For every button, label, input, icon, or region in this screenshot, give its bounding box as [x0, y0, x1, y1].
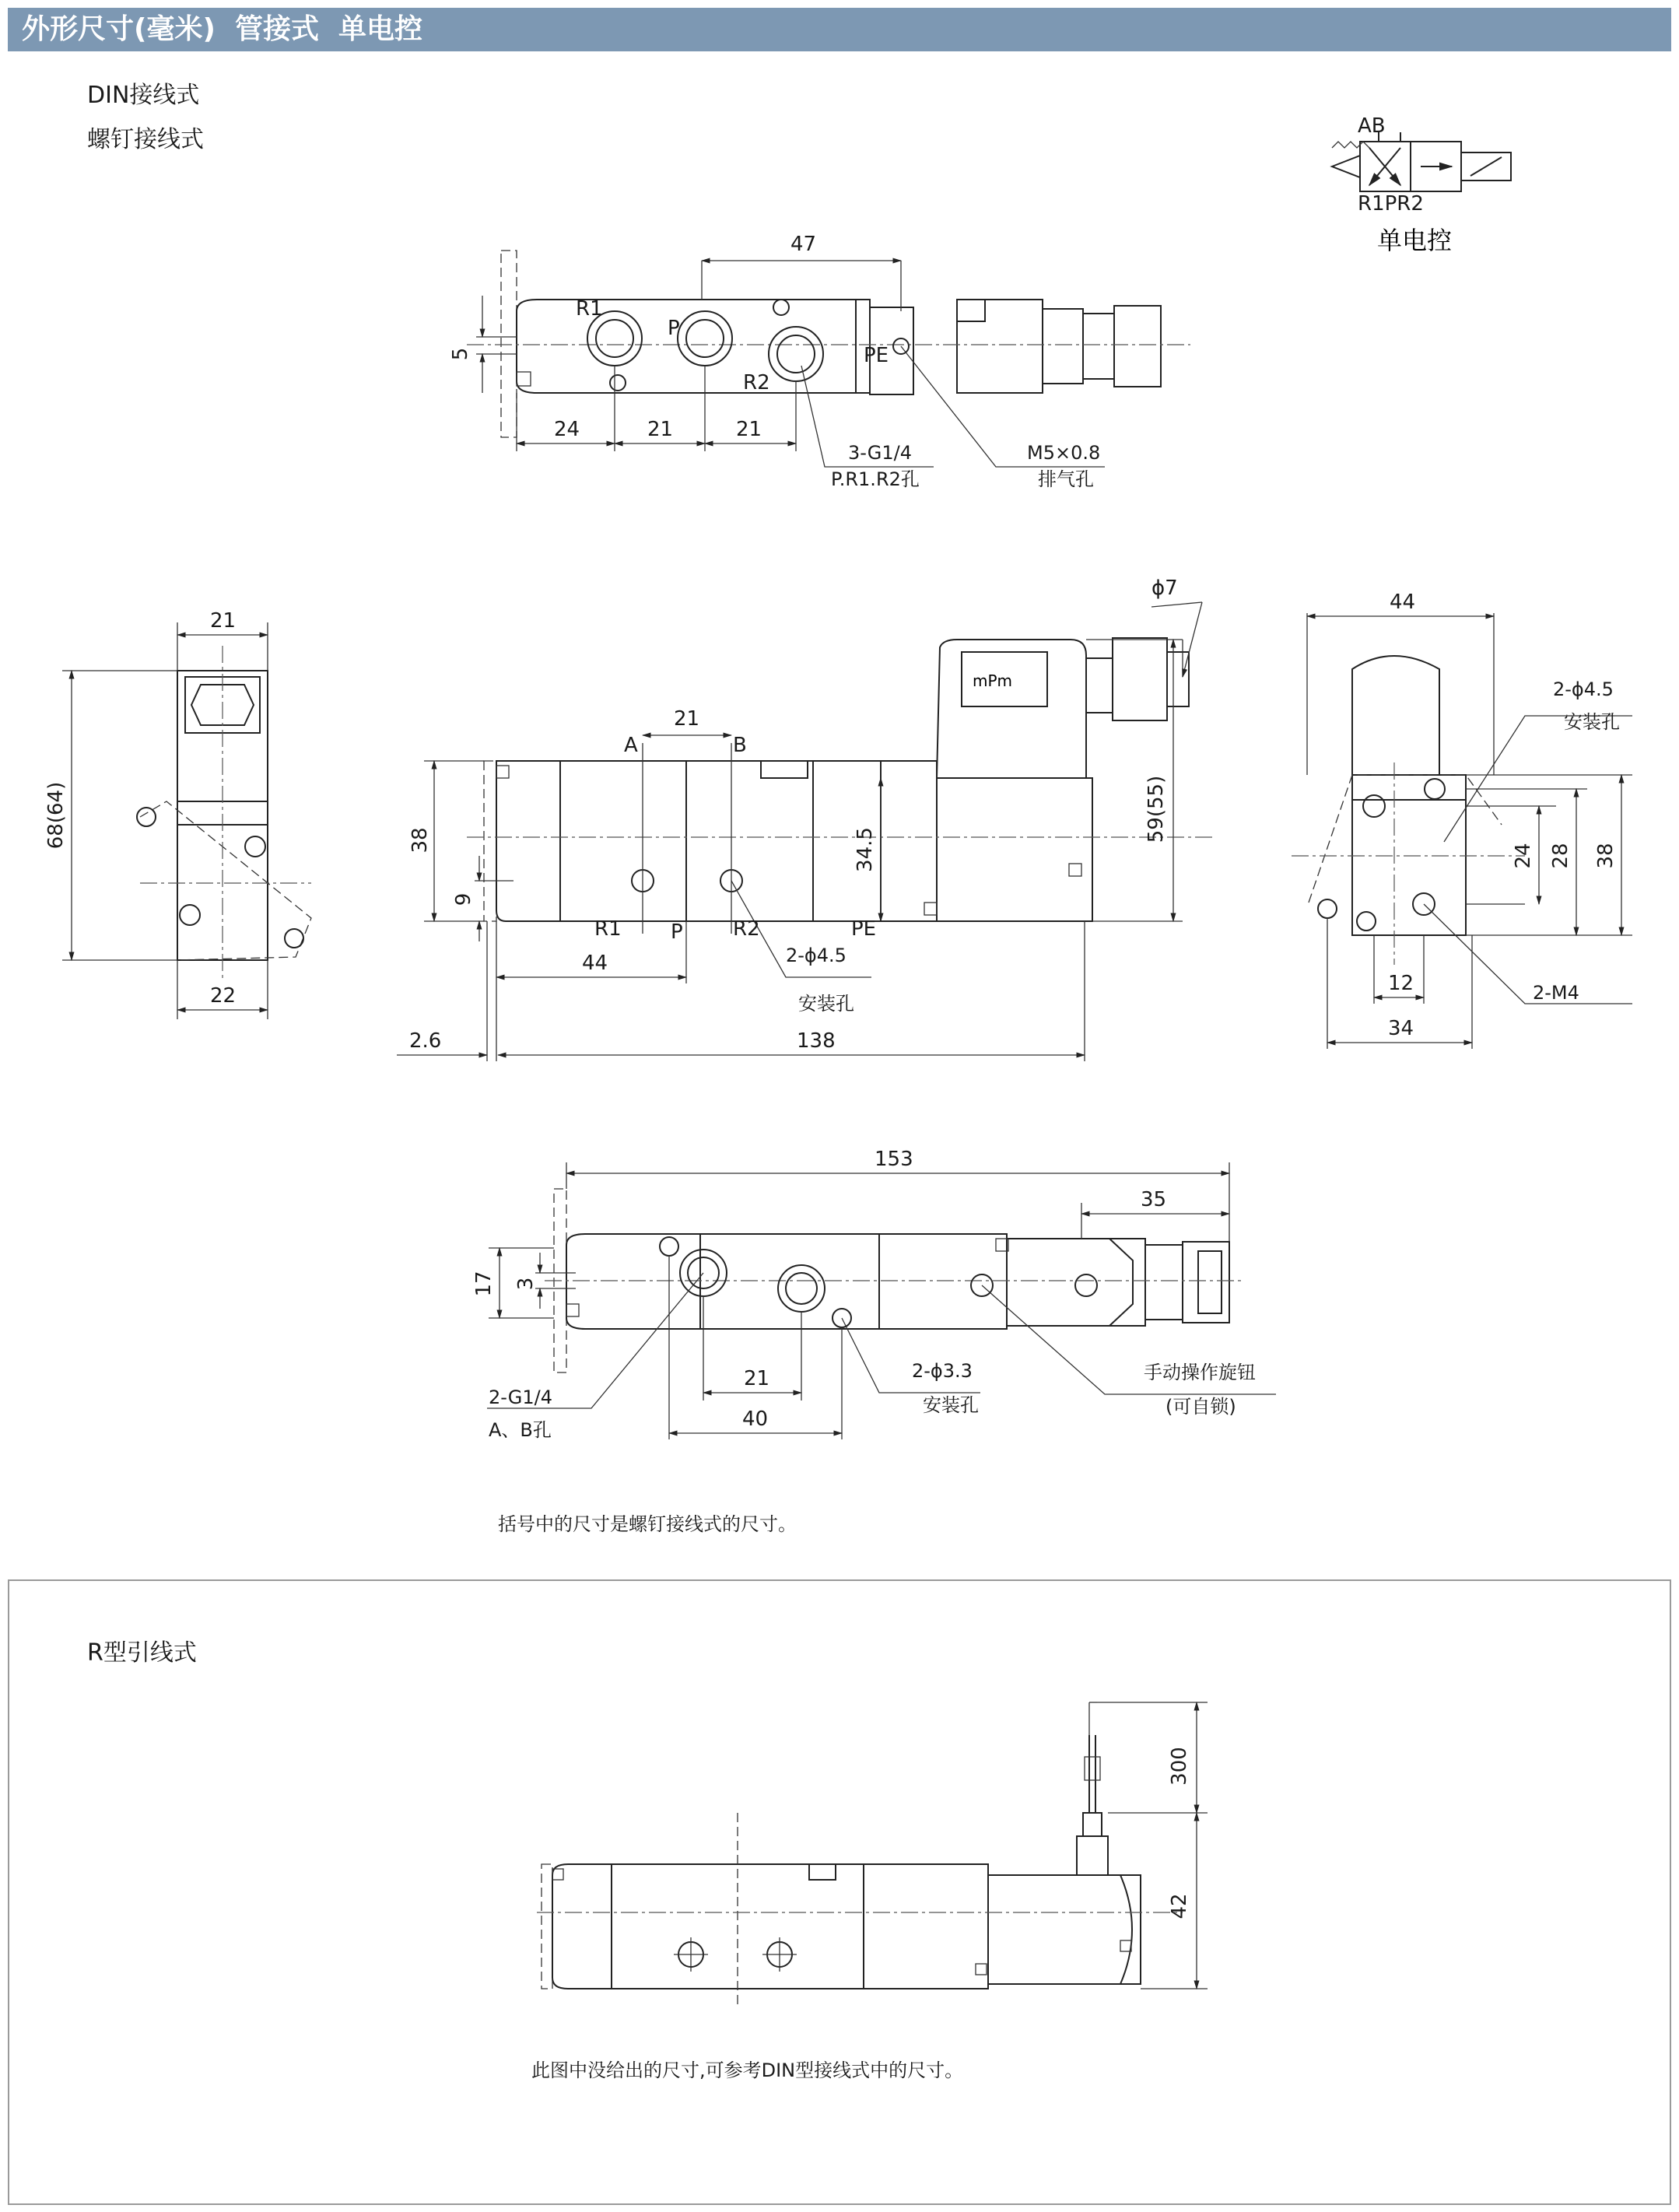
- symbol-caption: 单电控: [1377, 226, 1453, 255]
- bottom-dim-3: 3: [514, 1277, 538, 1291]
- coil-logo: mPm: [973, 671, 1013, 690]
- bottom-dim-17: 17: [472, 1271, 496, 1297]
- symbol-bottom-label: R1PR2: [1358, 192, 1424, 216]
- symbol-top-label: AB: [1358, 114, 1386, 138]
- front-label-p: P: [671, 920, 683, 944]
- top-dim-21a: 21: [647, 418, 674, 441]
- r-type-title: R型引线式: [87, 1639, 197, 1667]
- top-dim-47: 47: [790, 233, 817, 256]
- left-dim-68: 68(64): [44, 781, 68, 850]
- r-type-note: 此图中没给出的尺寸,可参考DIN型接线式中的尺寸。: [531, 2060, 964, 2081]
- right-dim-24: 24: [1512, 843, 1535, 869]
- right-callout-screws: 2-M4: [1533, 982, 1579, 1004]
- bottom-dim-40: 40: [742, 1407, 769, 1431]
- front-callout-holes-name: 安装孔: [798, 993, 854, 1015]
- front-dim-phi7: ϕ7: [1151, 577, 1178, 600]
- front-label-r2: R2: [733, 917, 760, 941]
- bottom-dim-21: 21: [744, 1367, 770, 1390]
- bottom-dim-35: 35: [1141, 1188, 1167, 1211]
- front-dim-9: 9: [452, 892, 475, 906]
- bottom-callout-ports: 2-G1/4: [489, 1386, 553, 1408]
- r-dim-42: 42: [1168, 1893, 1191, 1919]
- front-label-pe: PE: [851, 917, 877, 941]
- top-dim-21b: 21: [736, 418, 762, 441]
- top-callout-exhaust: 排气孔: [1038, 468, 1094, 490]
- top-callout-m5: M5×0.8: [1027, 442, 1101, 464]
- front-dim-38: 38: [408, 827, 432, 854]
- front-label-b: B: [733, 734, 747, 757]
- right-dim-28: 28: [1549, 843, 1572, 869]
- valve-symbol: [1332, 132, 1511, 191]
- left-view: [62, 622, 311, 1019]
- front-dim-59: 59(55): [1144, 775, 1168, 843]
- right-dim-12: 12: [1388, 972, 1414, 995]
- top-callout-ports: P.R1.R2孔: [831, 468, 920, 490]
- bottom-callout-holes: 2-ϕ3.3: [912, 1360, 973, 1382]
- right-callout-holes-name: 安装孔: [1564, 711, 1620, 733]
- r-type-view: [537, 1702, 1208, 2007]
- right-dim-44: 44: [1390, 591, 1416, 614]
- bottom-callout-knob-note: (可自锁): [1165, 1396, 1236, 1418]
- front-label-r1: R1: [594, 917, 622, 941]
- bottom-callout-knob: 手动操作旋钮: [1144, 1362, 1256, 1383]
- top-label-r1: R1: [576, 297, 603, 321]
- variant-din: DIN接线式: [87, 82, 200, 109]
- bottom-callout-holes-name: 安装孔: [923, 1394, 979, 1416]
- front-callout-holes: 2-ϕ4.5: [786, 945, 847, 966]
- front-dim-44: 44: [582, 952, 608, 975]
- right-callout-holes: 2-ϕ4.5: [1553, 678, 1614, 700]
- variant-screw: 螺钉接线式: [87, 126, 204, 153]
- top-label-p: P: [668, 317, 680, 340]
- bottom-dim-153: 153: [875, 1148, 913, 1171]
- r-dim-300: 300: [1168, 1747, 1191, 1786]
- top-label-r2: R2: [743, 371, 770, 394]
- bracket-note: 括号中的尺寸是螺钉接线式的尺寸。: [498, 1513, 797, 1535]
- top-dim-5: 5: [449, 347, 472, 361]
- front-dim-21: 21: [674, 707, 700, 731]
- front-dim-2-6: 2.6: [409, 1029, 442, 1053]
- right-dim-38: 38: [1594, 843, 1618, 869]
- top-callout-thread: 3-G1/4: [848, 442, 913, 464]
- bottom-callout-ports-name: A、B孔: [489, 1419, 552, 1441]
- top-dim-24: 24: [554, 418, 580, 441]
- front-dim-34-5: 34.5: [854, 827, 877, 872]
- right-dim-34: 34: [1388, 1017, 1414, 1040]
- left-dim-21: 21: [210, 609, 237, 633]
- front-label-a: A: [624, 734, 638, 757]
- front-dim-138: 138: [797, 1029, 836, 1053]
- left-dim-22: 22: [210, 984, 237, 1008]
- section-title: 外形尺寸(毫米) 管接式 单电控: [22, 13, 423, 45]
- top-label-pe: PE: [864, 344, 889, 367]
